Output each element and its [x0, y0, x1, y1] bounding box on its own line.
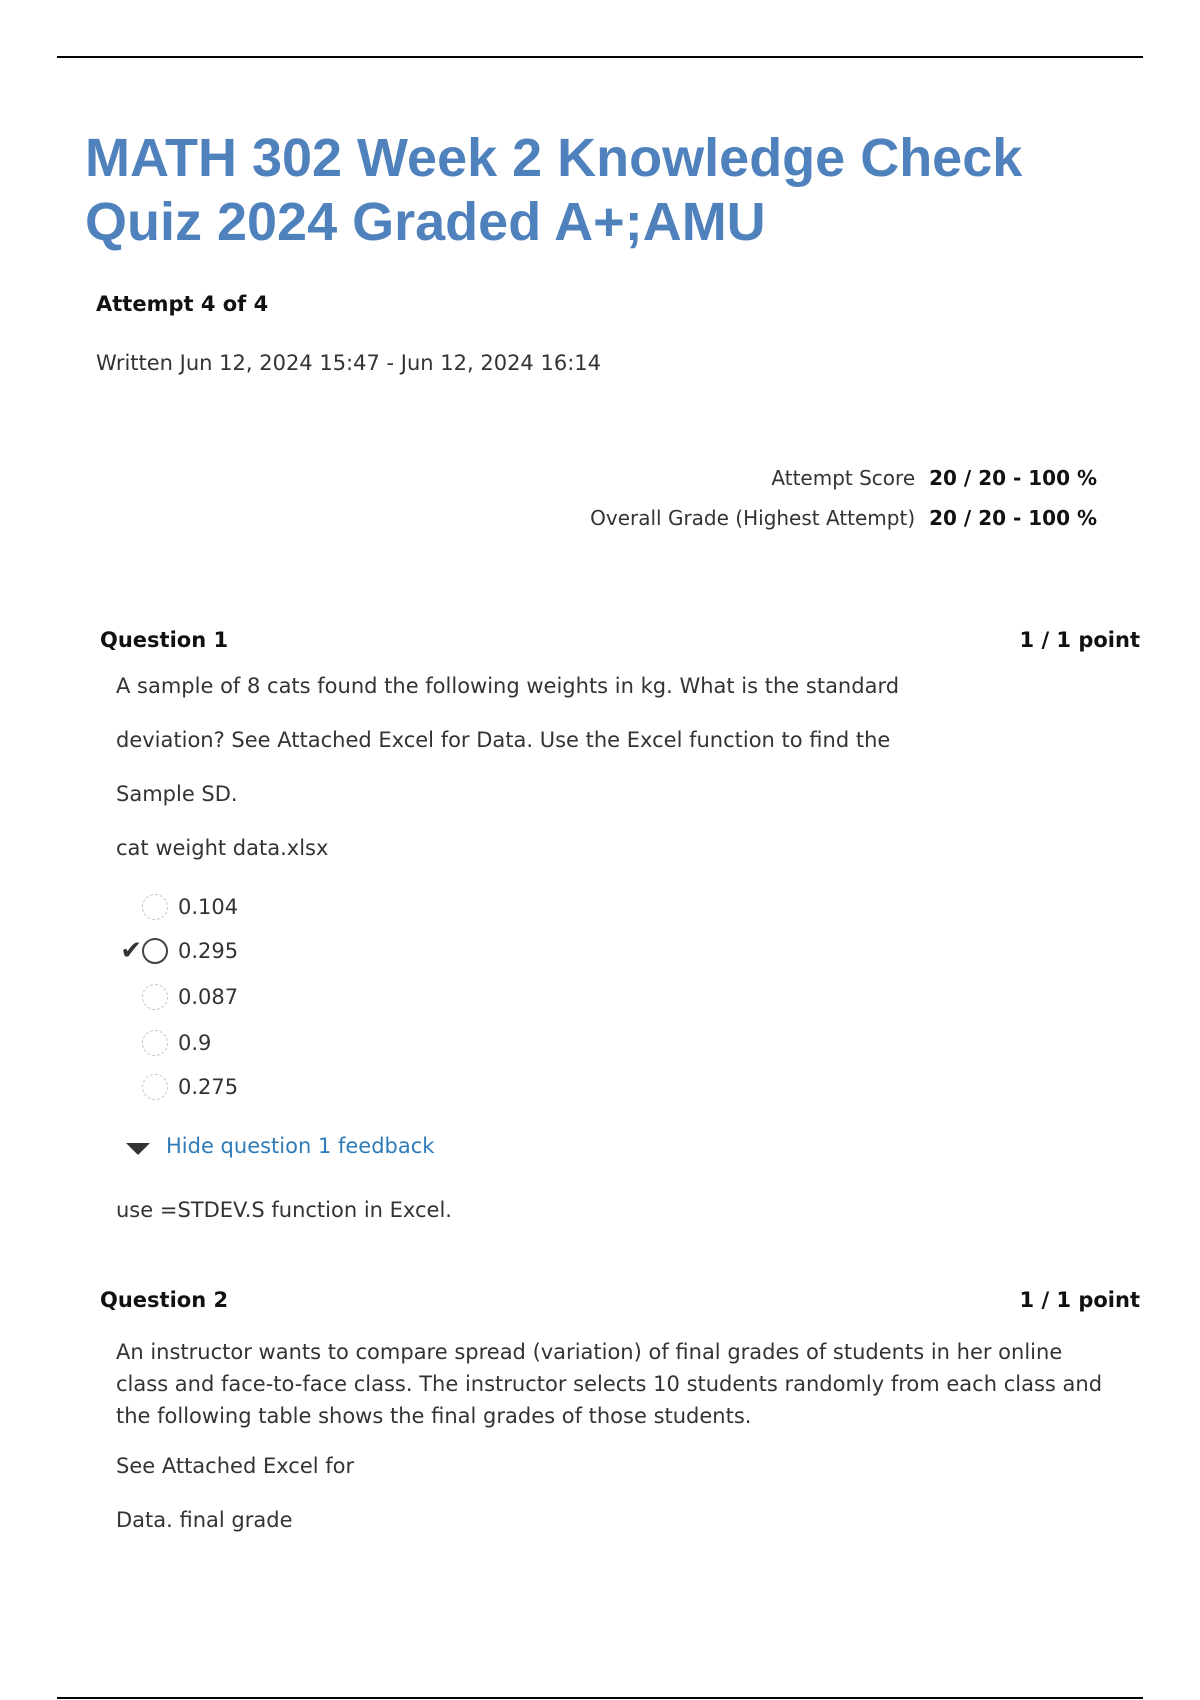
- radio-button[interactable]: [142, 1074, 168, 1100]
- question-2-text: An instructor wants to compare spread (variation) of final grades of students in her online class and face-to-face class. The instructor selects 10 students randomly from each class and the following table shows the final grades of those students.: [116, 1340, 1103, 1428]
- feedback-toggle[interactable]: [126, 1134, 434, 1158]
- question-2-points: 1 / 1 point: [1019, 1288, 1140, 1312]
- radio-button[interactable]: [142, 984, 168, 1010]
- question-1-feedback: use =STDEV.S function in Excel.: [116, 1198, 452, 1222]
- answer-option-label: 0.087: [178, 985, 239, 1009]
- question-1-text-line: Sample SD.: [116, 782, 238, 806]
- overall-grade-row: [590, 506, 1097, 530]
- attempt-score-row: [771, 466, 1097, 490]
- answer-option-label: 0.104: [178, 895, 239, 919]
- answer-option[interactable]: [116, 980, 238, 1014]
- caret-down-icon: [126, 1143, 150, 1155]
- question-2-label: Question 2: [100, 1288, 229, 1312]
- question-2-text-line: Data. final grade: [116, 1508, 293, 1532]
- question-1-text-line: A sample of 8 cats found the following weights in kg. What is the standard: [116, 674, 900, 698]
- radio-button[interactable]: [142, 894, 168, 920]
- bottom-divider: [57, 1697, 1143, 1699]
- answer-option-label: 0.295: [178, 939, 239, 963]
- answer-option[interactable]: [116, 890, 238, 924]
- page-title: MATH 302 Week 2 Knowledge Check Quiz 2024 Graded A+;AMU: [85, 128, 1023, 252]
- overall-grade-label: Overall Grade (Highest Attempt): [590, 506, 916, 530]
- question-1-points: 1 / 1 point: [1019, 628, 1140, 652]
- answer-option[interactable]: [116, 1026, 211, 1060]
- attachment-link[interactable]: cat weight data.xlsx: [116, 836, 329, 860]
- written-timestamp: Written Jun 12, 2024 15:47 - Jun 12, 2024 16:14: [96, 351, 601, 375]
- question-2-text-line: See Attached Excel for: [116, 1454, 355, 1478]
- answer-option-label: 0.275: [178, 1075, 239, 1099]
- question-1-text-line: deviation? See Attached Excel for Data. Use the Excel function to find the: [116, 728, 891, 752]
- attempt-score-value: 20 / 20 - 100 %: [929, 466, 1097, 490]
- radio-button[interactable]: [142, 938, 168, 964]
- feedback-toggle-label[interactable]: Hide question 1 feedback: [166, 1134, 435, 1158]
- answer-option-label: 0.9: [178, 1031, 212, 1055]
- question-1-label: Question 1: [100, 628, 229, 652]
- answer-option[interactable]: [116, 1070, 238, 1104]
- answer-option-selected[interactable]: [116, 934, 238, 968]
- attempt-count: Attempt 4 of 4: [96, 292, 269, 316]
- radio-button[interactable]: [142, 1030, 168, 1056]
- top-divider: [57, 56, 1143, 58]
- attempt-score-label: Attempt Score: [771, 466, 916, 490]
- overall-grade-value: 20 / 20 - 100 %: [929, 506, 1097, 530]
- question-2-header: [100, 1288, 1140, 1312]
- question-1-header: [100, 628, 1140, 652]
- checkmark-icon: ✔: [120, 936, 142, 966]
